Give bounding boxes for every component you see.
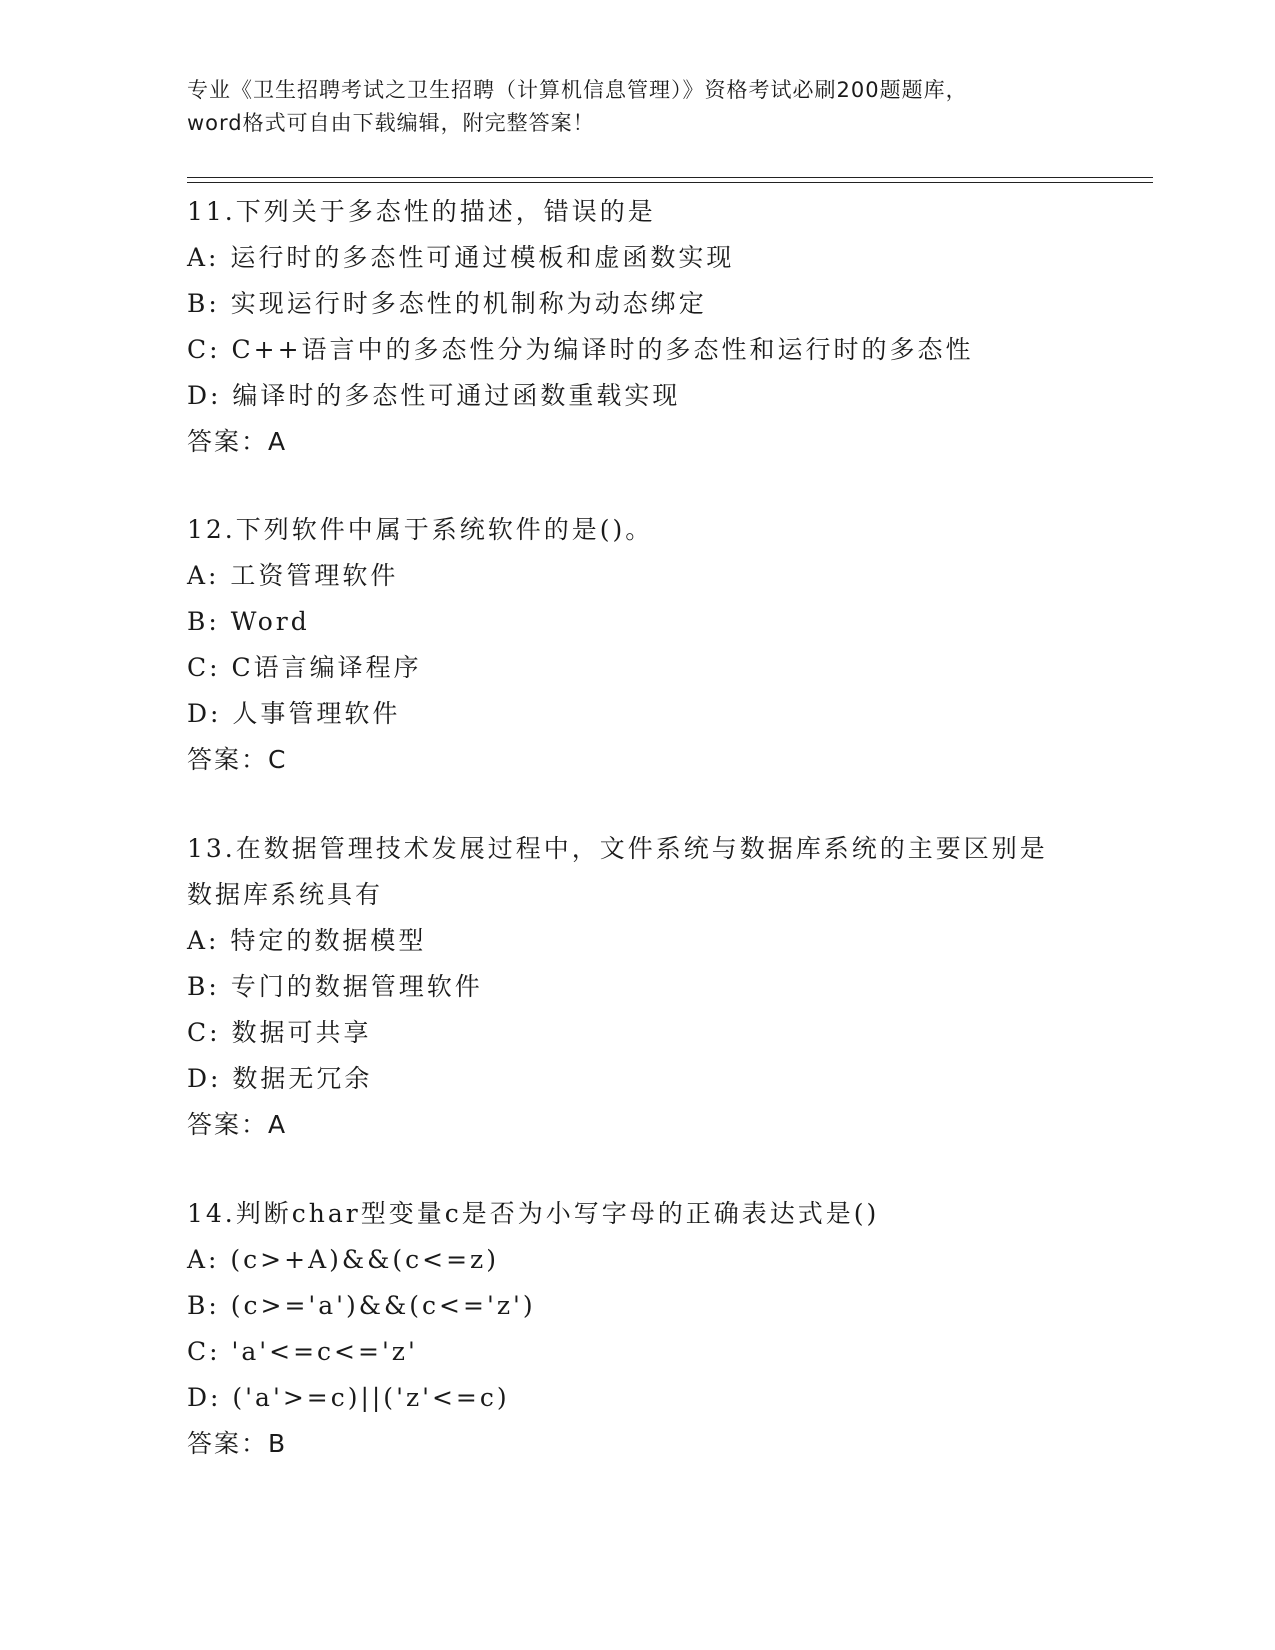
question-block	[187, 826, 1153, 1148]
option-d: D: ('a'>=c)||('z'<=c)	[187, 1383, 510, 1412]
option-b: B: 实现运行时多态性的机制称为动态绑定	[187, 289, 707, 318]
question-text: 14.判断char型变量c是否为小写字母的正确表达式是()	[187, 1199, 880, 1228]
option-d: D: 人事管理软件	[187, 699, 401, 728]
document-header	[187, 74, 1087, 140]
option-a: A: 特定的数据模型	[187, 926, 427, 955]
option-b: B: 专门的数据管理软件	[187, 972, 483, 1001]
question-spacer	[187, 783, 1153, 826]
option-c: C: 'a'<=c<='z'	[187, 1337, 418, 1366]
answer-label: 答案：B	[187, 1429, 288, 1458]
answer-label: 答案：C	[187, 745, 288, 774]
question-text: 11.下列关于多态性的描述，错误的是	[187, 197, 656, 226]
option-a: A: (c>+A)&&(c<=z)	[187, 1245, 499, 1274]
question-block	[187, 1191, 1153, 1467]
option-c: C: 数据可共享	[187, 1018, 372, 1047]
answer-label: 答案：A	[187, 1110, 288, 1139]
option-a: A: 工资管理软件	[187, 561, 399, 590]
answer-label: 答案：A	[187, 427, 288, 456]
header-divider-top	[187, 177, 1153, 178]
question-block	[187, 189, 1153, 465]
header-title-line-2: word格式可自由下载编辑，附完整答案！	[187, 111, 595, 135]
question-text: 12.下列软件中属于系统软件的是()。	[187, 515, 654, 544]
option-a: A: 运行时的多态性可通过模板和虚函数实现	[187, 243, 735, 272]
question-spacer	[187, 1148, 1153, 1191]
option-d: D: 数据无冗余	[187, 1064, 373, 1093]
option-b: B: (c>='a')&&(c<='z')	[187, 1291, 536, 1320]
option-c: C: C++语言中的多态性分为编译时的多态性和运行时的多态性	[187, 335, 974, 364]
question-block	[187, 507, 1153, 783]
option-d: D: 编译时的多态性可通过函数重载实现	[187, 381, 681, 410]
question-list	[187, 189, 1153, 1467]
option-b: B: Word	[187, 607, 310, 636]
option-c: C: C语言编译程序	[187, 653, 422, 682]
question-text: 13.在数据管理技术发展过程中，文件系统与数据库系统的主要区别是数据库系统具有	[187, 834, 1048, 909]
header-title-line-1: 专业《卫生招聘考试之卫生招聘（计算机信息管理）》资格考试必刷200题题库，	[187, 78, 968, 102]
question-spacer	[187, 465, 1153, 507]
header-divider-bottom	[187, 182, 1153, 183]
